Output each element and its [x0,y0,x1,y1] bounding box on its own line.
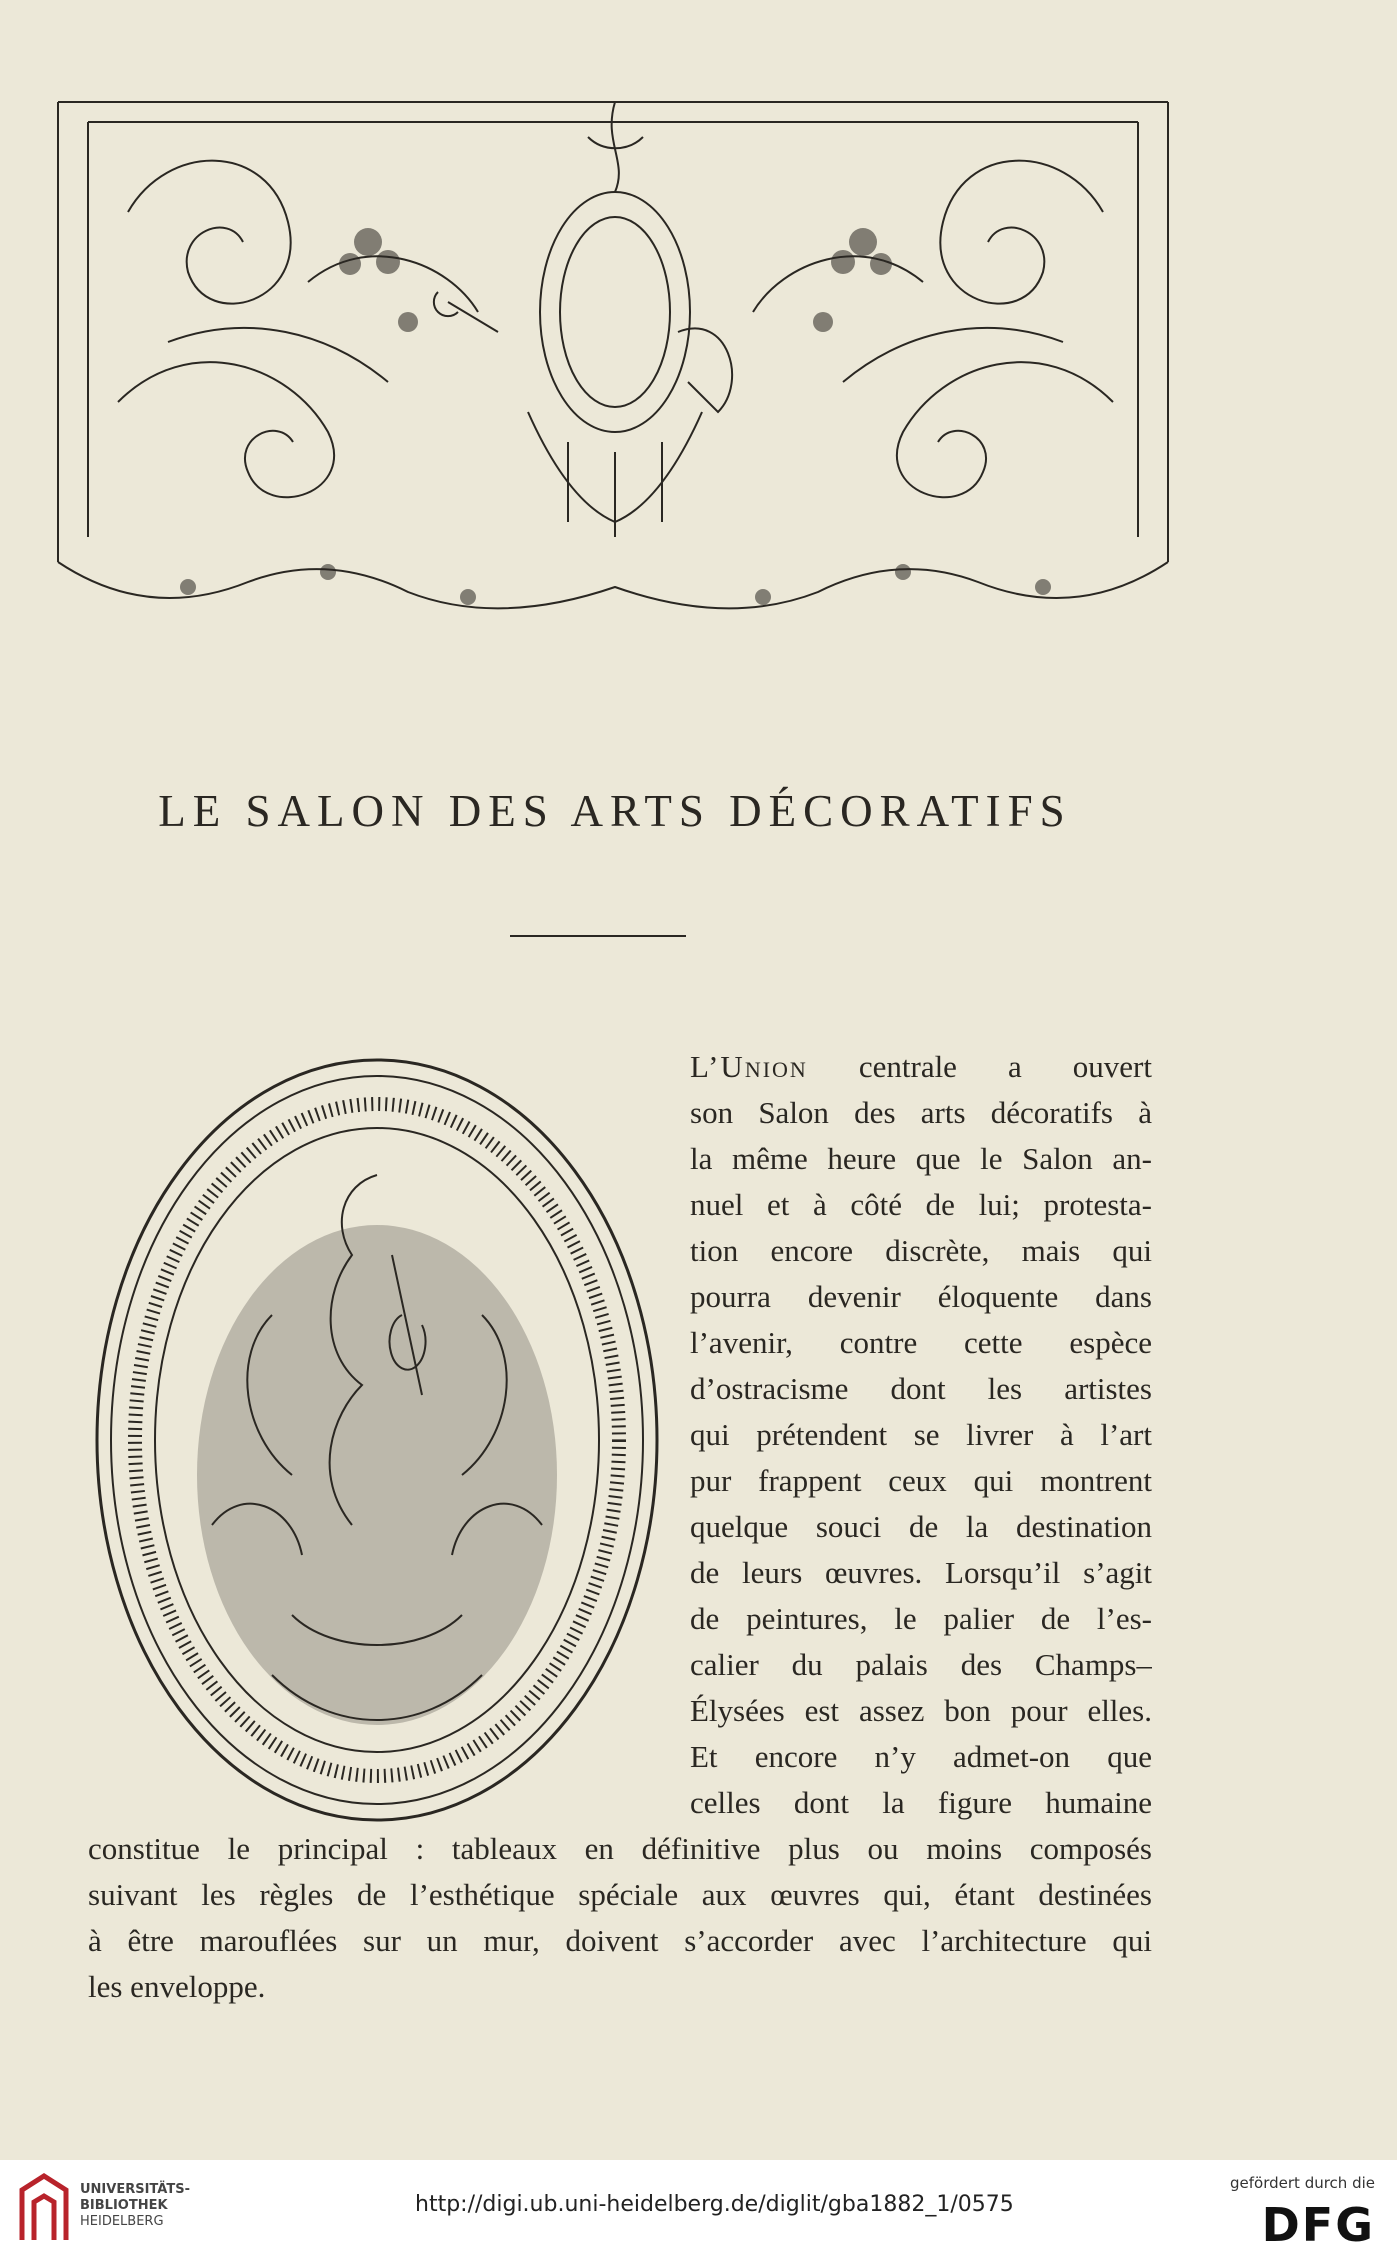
permalink-url[interactable]: http://digi.ub.uni-heidelberg.de/diglit/gba1882_1/0575 [415,2192,1014,2217]
text-line-12: de peintures, le palier de l’es- [690,1601,1152,1636]
text-line-16: celles dont la figure humaine [690,1785,1152,1820]
text-line [690,1044,1152,1090]
text-line-full-0: constitue le principal : tableaux en définitive plus ou moins composés [88,1831,1152,1866]
text-line-2: la même heure que le Salon an- [690,1141,1152,1176]
text-line-1: son Salon des arts décoratifs à [690,1095,1152,1130]
text-line-11: de leurs œuvres. Lorsqu’il s’agit [690,1555,1152,1590]
text-line-full-2: à être marouflées sur un mur, doivent s’accorder avec l’architecture qui [88,1923,1152,1958]
funding-note: gefördert durch die [1230,2174,1375,2192]
text-line-5: pourra devenir éloquente dans [690,1279,1152,1314]
ornamental-headpiece-engraving [28,82,1203,627]
text-line-0: centrale a ouvert [807,1049,1152,1084]
dropcap-rest: nion [744,1049,808,1084]
institution-name [80,2182,190,2230]
digitization-footer [0,2160,1397,2261]
text-line-8: qui prétendent se livrer à l’art [690,1417,1152,1452]
text-line-4: tion encore discrète, mais qui [690,1233,1152,1268]
text-line-14: Élysées est assez bon pour elles. [690,1693,1152,1728]
text-line-9: pur frappent ceux qui montrent [690,1463,1152,1498]
institution-line-1: UNIVERSITÄTS- [80,2182,190,2197]
text-line-full-1: suivant les règles de l’esthétique spéciale aux œuvres qui, étant destinées [88,1877,1152,1912]
text-line-full-3: les enveloppe. [88,1969,266,2004]
institution-line-2: BIBLIOTHEK [80,2198,168,2213]
title-divider-rule [510,935,686,937]
text-line-15: Et encore n’y admet-on que [690,1739,1152,1774]
oval-medallion-engraving [92,1055,662,1825]
institution-line-3: HEIDELBERG [80,2214,164,2229]
text-line-7: d’ostracisme dont les artistes [690,1371,1152,1406]
text-line-6: l’avenir, contre cette espèce [690,1325,1152,1360]
dropcap-word: L’U [690,1049,745,1084]
text-line-10: quelque souci de la destination [690,1509,1152,1544]
dfg-logo: DFG [1261,2198,1375,2252]
article-title: LE SALON DES ARTS DÉCORATIFS [158,786,1072,836]
university-library-logo-icon [16,2170,72,2250]
text-line-13: calier du palais des Champs– [690,1647,1152,1682]
text-line-3: nuel et à côté de lui; protesta- [690,1187,1152,1222]
